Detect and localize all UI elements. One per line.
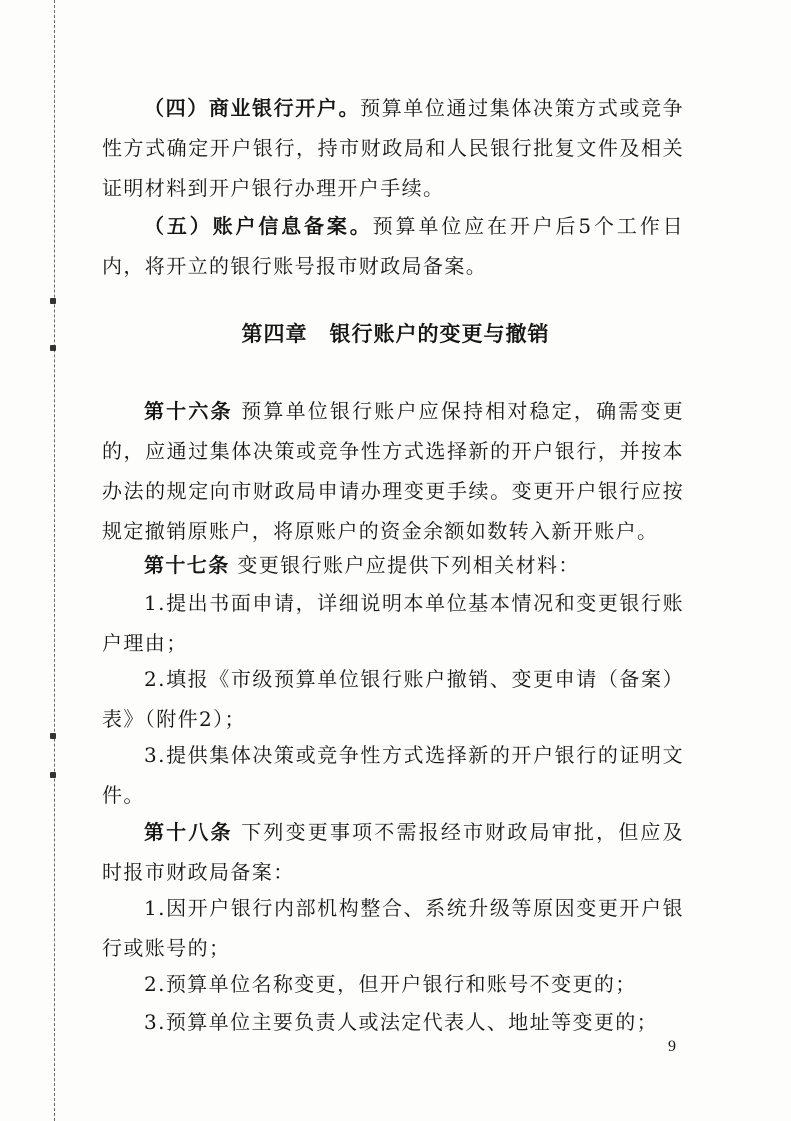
paragraph-text: 预算单位应在开户后5个工作日内，将开立的银行账号报市财政局备案。 [102,214,684,278]
paragraph-commercial-bank-opening [102,88,684,208]
article-text: 预算单位银行账户应保持相对稳定，确需变更的，应通过集体决策或竞争性方式选择新的开户银行，并按本办法的规定向市财政局申请办理变更手续。变更开户银行应按规定撤销原账户，将原账户的资金余额如数转入新开账户。 [102,399,684,543]
binding-hole [50,298,56,304]
paragraph-text: 预算单位通过集体决策方式或竞争性方式确定开户银行，持市财政局和人民银行批复文件及相关证明材料到开户银行办理开户手续。 [102,96,685,200]
article-heading: 第十六条 [144,399,233,423]
article-18 [102,812,684,892]
article-heading: 第十八条 [144,820,233,844]
paragraph-account-info-filing [102,206,684,286]
chapter-name: 银行账户的变更与撤销 [329,322,550,346]
article-17 [102,545,684,585]
list-item: 2.预算单位名称变更，但开户银行和账号不变更的； [144,972,637,996]
chapter-number: 第四章 [241,322,308,346]
article-text: 变更银行账户应提供下列相关材料： [229,553,580,577]
article-heading: 第十七条 [144,553,230,577]
chapter-title [0,318,791,348]
list-item: 2.填报《市级预算单位银行账户撤销、变更申请（备案）表》（附件2）； [102,667,684,731]
article-text: 下列变更事项不需报经市财政局审批，但应及时报市财政局备案： [102,820,684,884]
list-item: 1.提出书面申请，详细说明本单位基本情况和变更银行账户理由； [102,591,684,655]
binding-hole [50,733,56,739]
article-16 [102,391,684,551]
list-item: 3.预算单位主要负责人或法定代表人、地址等变更的； [144,1010,659,1034]
paragraph-heading: （五）账户信息备案。 [144,214,373,238]
list-item: 1.因开户银行内部机构整合、系统升级等原因变更开户银行或账号的； [102,896,684,960]
binding-hole [50,772,56,778]
page-number: 9 [668,1038,676,1055]
list-item: 3.提供集体决策或竞争性方式选择新的开户银行的证明文件。 [102,743,684,807]
paragraph-heading: （四）商业银行开户。 [144,96,361,120]
binding-line [54,0,55,1121]
